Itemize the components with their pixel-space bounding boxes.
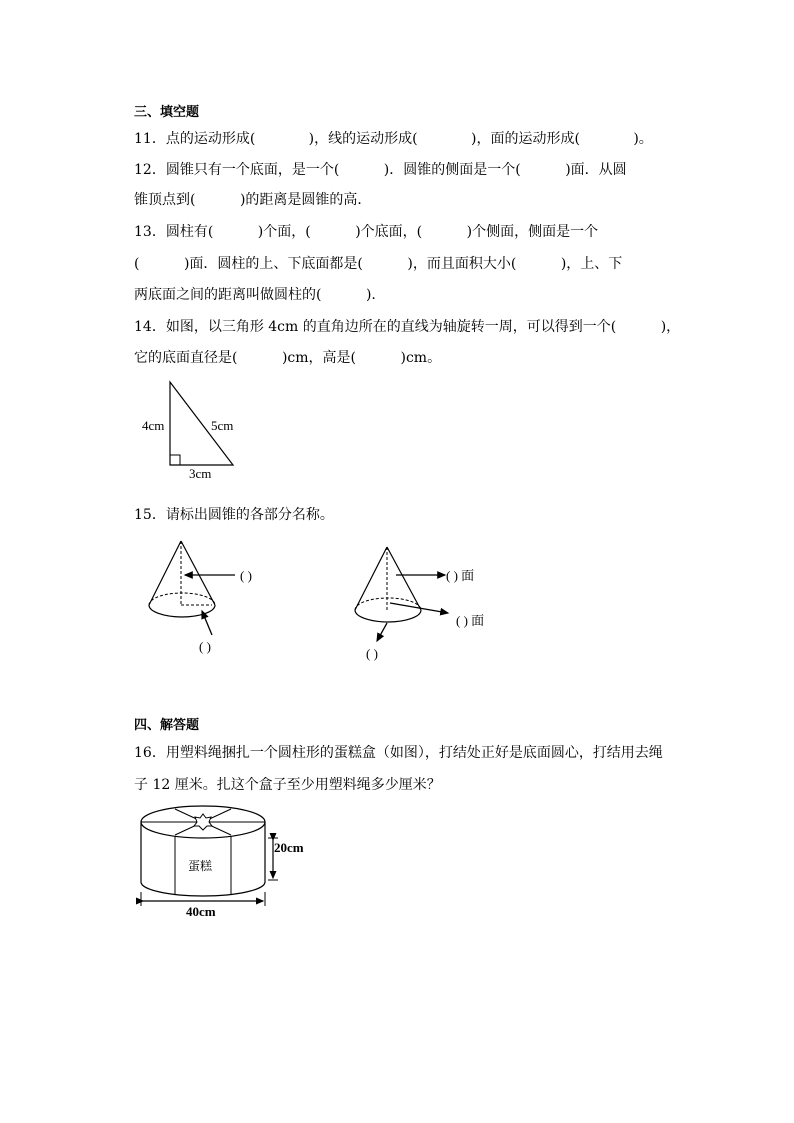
left-cone <box>149 541 235 635</box>
question-14-line-2: 它的底面直径是( )cm，高是( )cm。 <box>134 350 442 366</box>
right-triangle-figure <box>136 374 256 482</box>
question-15: 15．请标出圆锥的各部分名称。 <box>134 507 334 523</box>
question-16-line-2: 子 12 厘米。扎这个盒子至少用塑料绳多少厘米？ <box>134 777 441 793</box>
arrow-left-radius <box>202 611 212 635</box>
blank-right-mid: ( ) 面 <box>456 613 485 628</box>
section-four-heading: 四、解答题 <box>134 718 200 733</box>
question-13-line-2: ( )面．圆柱的上、下底面都是( )，而且面积大小( )，上、下 <box>134 256 623 272</box>
label-3cm: 3cm <box>189 466 212 481</box>
blank-right-top: ( ) 面 <box>446 568 475 583</box>
blank-left-bottom: ( ) <box>199 639 211 654</box>
height-label: 20cm <box>274 840 304 855</box>
width-label: 40cm <box>186 904 216 919</box>
cake-box-figure <box>135 800 320 920</box>
question-16-line-1: 16．用塑料绳捆扎一个圆柱形的蛋糕盒（如图），打结处正好是底面圆心，打结用去绳 <box>134 745 663 761</box>
section-three-heading: 三、填空题 <box>134 105 200 120</box>
question-12-line-2: 锥顶点到( )的距离是圆锥的高． <box>134 192 372 208</box>
question-11: 11．点的运动形成( )，线的运动形成( )，面的运动形成( )。 <box>134 131 653 147</box>
question-12-line-1: 12．圆锥只有一个底面，是一个( )．圆锥的侧面是一个( )面．从圆 <box>134 162 627 178</box>
arrow-right-base <box>390 603 448 613</box>
label-4cm: 4cm <box>142 418 165 433</box>
question-13-line-3: 两底面之间的距离叫做圆柱的( ). <box>134 287 376 303</box>
right-cone <box>355 547 448 641</box>
cones-figure <box>140 535 550 665</box>
arrow-right-apex <box>377 623 387 641</box>
label-5cm: 5cm <box>211 418 234 433</box>
question-13-line-1: 13．圆柱有( )个面，( )个底面，( )个侧面，侧面是一个 <box>134 224 599 240</box>
right-angle-mark <box>170 455 180 465</box>
blank-left-right: ( ) <box>240 568 252 583</box>
cake-label: 蛋糕 <box>188 859 213 873</box>
cylinder-box <box>141 806 265 896</box>
blank-right-bottom: ( ) <box>366 646 378 661</box>
question-14-line-1: 14．如图，以三角形 4cm 的直角边所在的直线为轴旋转一周，可以得到一个( )， <box>134 319 681 335</box>
